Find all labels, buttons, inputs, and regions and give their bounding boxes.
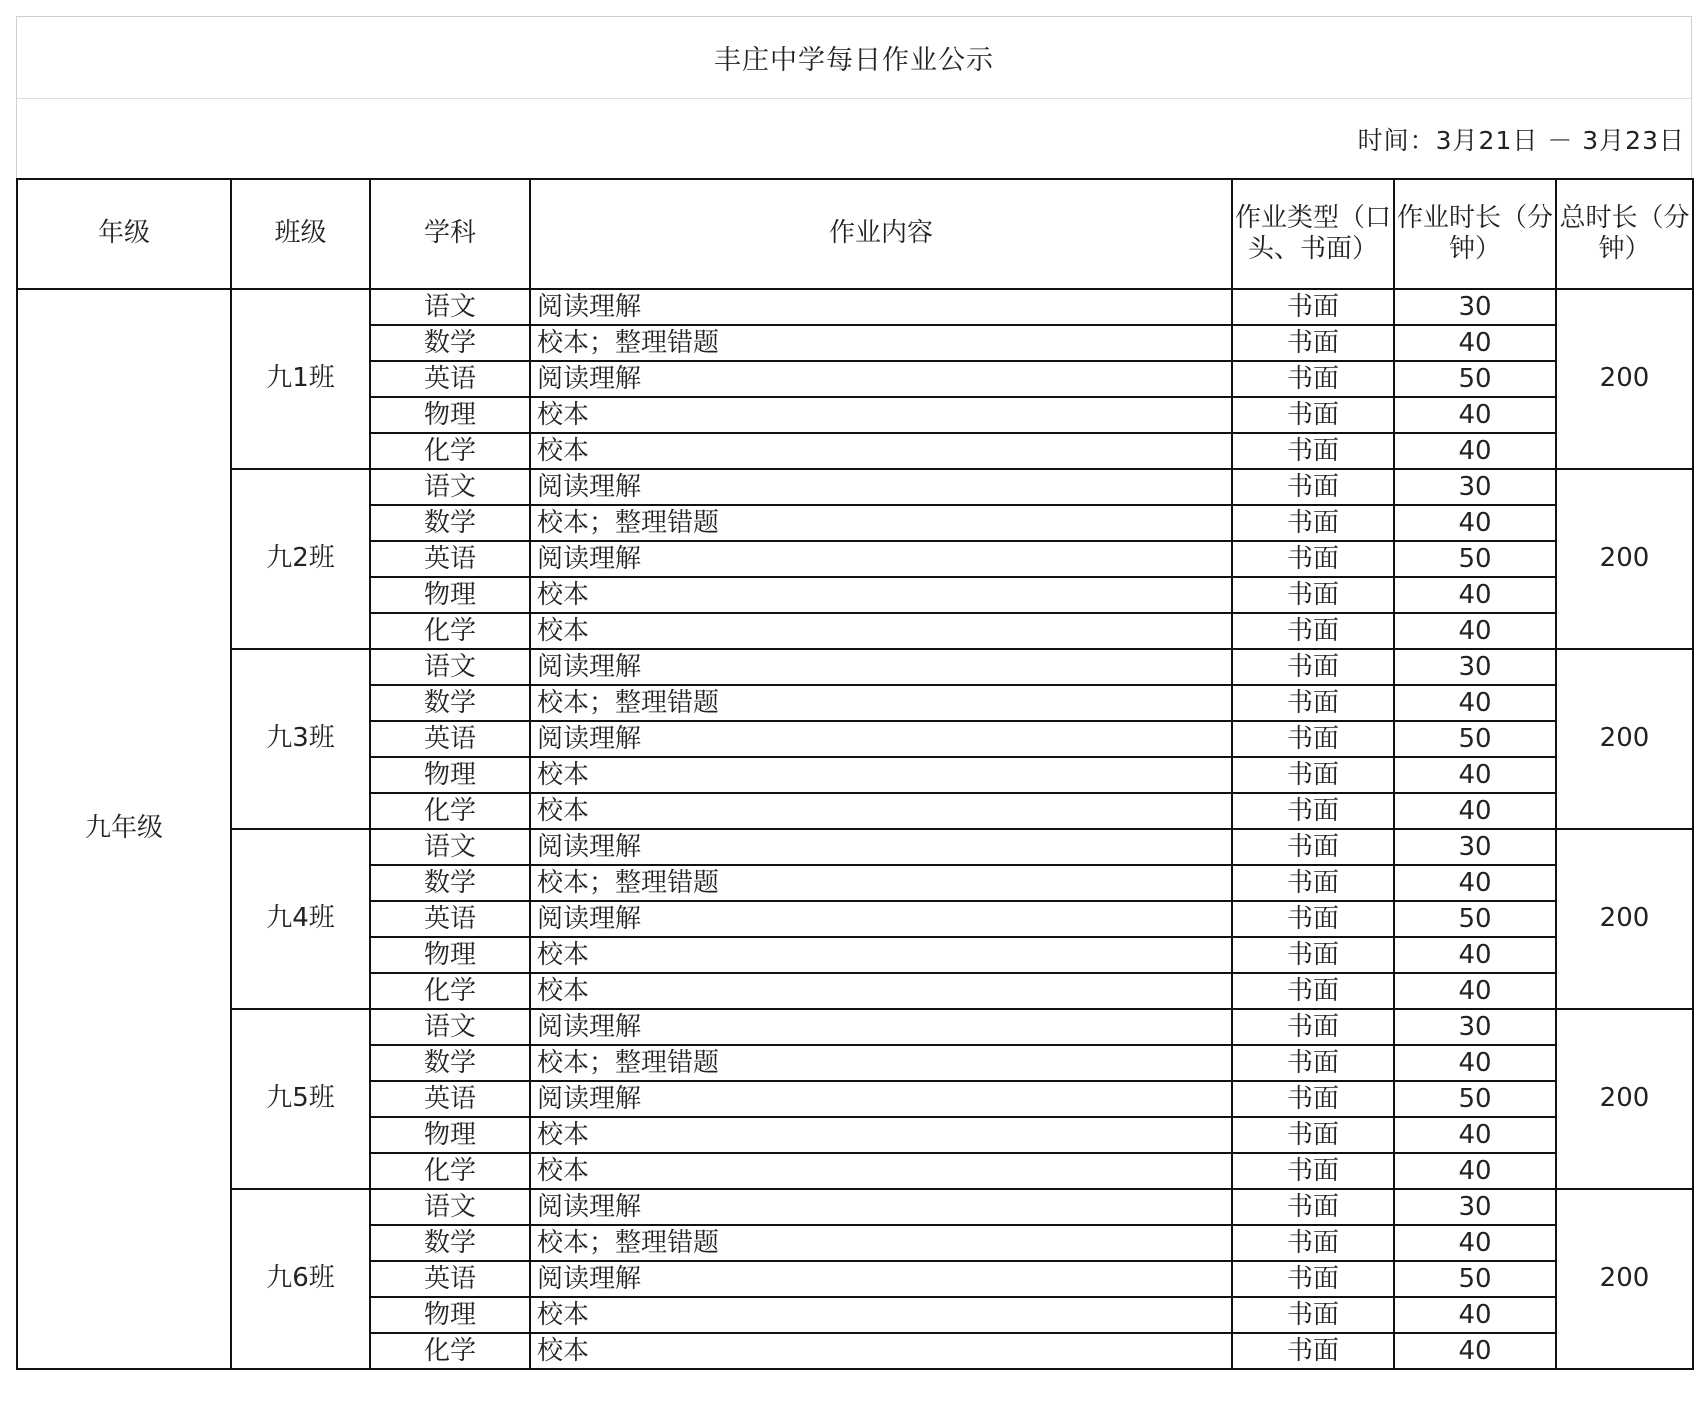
type-cell: 书面 <box>1232 757 1394 793</box>
duration-cell: 50 <box>1394 1261 1556 1297</box>
type-cell: 书面 <box>1232 361 1394 397</box>
type-cell: 书面 <box>1232 1081 1394 1117</box>
table-row <box>17 469 1693 505</box>
duration-cell: 40 <box>1394 973 1556 1009</box>
duration-cell: 40 <box>1394 793 1556 829</box>
content-cell: 阅读理解 <box>530 1081 1232 1117</box>
type-cell: 书面 <box>1232 1225 1394 1261</box>
duration-cell: 40 <box>1394 937 1556 973</box>
content-cell: 阅读理解 <box>530 361 1232 397</box>
content-cell: 校本 <box>530 937 1232 973</box>
subject-cell: 化学 <box>370 1153 530 1189</box>
table-row <box>17 829 1693 865</box>
header-class: 班级 <box>231 179 370 289</box>
duration-cell: 40 <box>1394 1153 1556 1189</box>
content-cell: 校本 <box>530 577 1232 613</box>
class-cell: 九1班 <box>231 289 370 469</box>
duration-cell: 30 <box>1394 289 1556 325</box>
type-cell: 书面 <box>1232 325 1394 361</box>
subject-cell: 语文 <box>370 649 530 685</box>
total-cell: 200 <box>1556 1009 1693 1189</box>
duration-cell: 30 <box>1394 829 1556 865</box>
content-cell: 阅读理解 <box>530 1189 1232 1225</box>
subject-cell: 英语 <box>370 541 530 577</box>
type-cell: 书面 <box>1232 397 1394 433</box>
subject-cell: 数学 <box>370 865 530 901</box>
subject-cell: 英语 <box>370 1261 530 1297</box>
type-cell: 书面 <box>1232 1297 1394 1333</box>
header-subject: 学科 <box>370 179 530 289</box>
content-cell: 校本 <box>530 433 1232 469</box>
header-total: 总时长（分钟） <box>1556 179 1693 289</box>
type-cell: 书面 <box>1232 505 1394 541</box>
subject-cell: 化学 <box>370 1333 530 1369</box>
content-cell: 校本；整理错题 <box>530 325 1232 361</box>
class-cell: 九4班 <box>231 829 370 1009</box>
content-cell: 阅读理解 <box>530 649 1232 685</box>
type-cell: 书面 <box>1232 793 1394 829</box>
type-cell: 书面 <box>1232 901 1394 937</box>
type-cell: 书面 <box>1232 721 1394 757</box>
subject-cell: 语文 <box>370 829 530 865</box>
class-cell: 九5班 <box>231 1009 370 1189</box>
subject-cell: 数学 <box>370 685 530 721</box>
duration-cell: 40 <box>1394 577 1556 613</box>
total-cell: 200 <box>1556 289 1693 469</box>
total-cell: 200 <box>1556 649 1693 829</box>
duration-cell: 40 <box>1394 757 1556 793</box>
duration-cell: 40 <box>1394 433 1556 469</box>
subject-cell: 语文 <box>370 1189 530 1225</box>
content-cell: 校本；整理错题 <box>530 685 1232 721</box>
homework-sheet <box>16 16 1692 1370</box>
content-cell: 阅读理解 <box>530 1261 1232 1297</box>
subject-cell: 物理 <box>370 937 530 973</box>
type-cell: 书面 <box>1232 1117 1394 1153</box>
type-cell: 书面 <box>1232 1009 1394 1045</box>
duration-cell: 40 <box>1394 397 1556 433</box>
duration-cell: 30 <box>1394 1189 1556 1225</box>
table-row <box>17 1009 1693 1045</box>
duration-cell: 50 <box>1394 1081 1556 1117</box>
subject-cell: 数学 <box>370 325 530 361</box>
header-content: 作业内容 <box>530 179 1232 289</box>
duration-cell: 30 <box>1394 469 1556 505</box>
content-cell: 校本 <box>530 397 1232 433</box>
class-cell: 九6班 <box>231 1189 370 1369</box>
content-cell: 阅读理解 <box>530 541 1232 577</box>
subject-cell: 物理 <box>370 577 530 613</box>
subject-cell: 语文 <box>370 469 530 505</box>
duration-cell: 40 <box>1394 1045 1556 1081</box>
type-cell: 书面 <box>1232 829 1394 865</box>
duration-cell: 30 <box>1394 649 1556 685</box>
content-cell: 阅读理解 <box>530 829 1232 865</box>
content-cell: 校本 <box>530 1117 1232 1153</box>
type-cell: 书面 <box>1232 1153 1394 1189</box>
subject-cell: 物理 <box>370 757 530 793</box>
type-cell: 书面 <box>1232 937 1394 973</box>
subject-cell: 语文 <box>370 289 530 325</box>
header-grade: 年级 <box>17 179 231 289</box>
subject-cell: 物理 <box>370 1297 530 1333</box>
type-cell: 书面 <box>1232 613 1394 649</box>
subject-cell: 化学 <box>370 793 530 829</box>
type-cell: 书面 <box>1232 289 1394 325</box>
type-cell: 书面 <box>1232 649 1394 685</box>
subject-cell: 物理 <box>370 397 530 433</box>
content-cell: 阅读理解 <box>530 289 1232 325</box>
duration-cell: 40 <box>1394 1297 1556 1333</box>
duration-cell: 50 <box>1394 541 1556 577</box>
type-cell: 书面 <box>1232 1045 1394 1081</box>
type-cell: 书面 <box>1232 433 1394 469</box>
total-cell: 200 <box>1556 1189 1693 1369</box>
duration-cell: 40 <box>1394 505 1556 541</box>
subject-cell: 化学 <box>370 433 530 469</box>
subject-cell: 化学 <box>370 973 530 1009</box>
table-row <box>17 289 1693 325</box>
content-cell: 阅读理解 <box>530 1009 1232 1045</box>
duration-cell: 50 <box>1394 721 1556 757</box>
date-range: 时间：3月21日 － 3月23日 <box>16 98 1692 178</box>
content-cell: 阅读理解 <box>530 721 1232 757</box>
type-cell: 书面 <box>1232 469 1394 505</box>
total-cell: 200 <box>1556 829 1693 1009</box>
content-cell: 校本；整理错题 <box>530 1225 1232 1261</box>
table-header-row <box>17 179 1693 289</box>
duration-cell: 50 <box>1394 361 1556 397</box>
table-row <box>17 1189 1693 1225</box>
total-cell: 200 <box>1556 469 1693 649</box>
type-cell: 书面 <box>1232 1333 1394 1369</box>
subject-cell: 数学 <box>370 505 530 541</box>
content-cell: 校本 <box>530 1297 1232 1333</box>
grade-cell: 九年级 <box>17 289 231 1369</box>
type-cell: 书面 <box>1232 973 1394 1009</box>
duration-cell: 40 <box>1394 613 1556 649</box>
content-cell: 校本；整理错题 <box>530 865 1232 901</box>
type-cell: 书面 <box>1232 865 1394 901</box>
type-cell: 书面 <box>1232 1189 1394 1225</box>
page-title: 丰庄中学每日作业公示 <box>16 16 1692 98</box>
class-cell: 九2班 <box>231 469 370 649</box>
table-row <box>17 649 1693 685</box>
content-cell: 校本 <box>530 793 1232 829</box>
table-body <box>17 289 1693 1369</box>
type-cell: 书面 <box>1232 685 1394 721</box>
subject-cell: 语文 <box>370 1009 530 1045</box>
content-cell: 阅读理解 <box>530 469 1232 505</box>
content-cell: 校本；整理错题 <box>530 1045 1232 1081</box>
subject-cell: 数学 <box>370 1225 530 1261</box>
type-cell: 书面 <box>1232 1261 1394 1297</box>
duration-cell: 40 <box>1394 865 1556 901</box>
subject-cell: 化学 <box>370 613 530 649</box>
content-cell: 阅读理解 <box>530 901 1232 937</box>
duration-cell: 40 <box>1394 1117 1556 1153</box>
content-cell: 校本 <box>530 1333 1232 1369</box>
duration-cell: 30 <box>1394 1009 1556 1045</box>
subject-cell: 数学 <box>370 1045 530 1081</box>
homework-table <box>16 178 1694 1370</box>
content-cell: 校本 <box>530 613 1232 649</box>
header-duration: 作业时长（分钟） <box>1394 179 1556 289</box>
content-cell: 校本；整理错题 <box>530 505 1232 541</box>
duration-cell: 40 <box>1394 685 1556 721</box>
duration-cell: 50 <box>1394 901 1556 937</box>
subject-cell: 英语 <box>370 1081 530 1117</box>
subject-cell: 英语 <box>370 361 530 397</box>
content-cell: 校本 <box>530 1153 1232 1189</box>
subject-cell: 英语 <box>370 901 530 937</box>
class-cell: 九3班 <box>231 649 370 829</box>
type-cell: 书面 <box>1232 577 1394 613</box>
content-cell: 校本 <box>530 973 1232 1009</box>
duration-cell: 40 <box>1394 325 1556 361</box>
duration-cell: 40 <box>1394 1225 1556 1261</box>
subject-cell: 英语 <box>370 721 530 757</box>
type-cell: 书面 <box>1232 541 1394 577</box>
duration-cell: 40 <box>1394 1333 1556 1369</box>
header-type: 作业类型（口头、书面） <box>1232 179 1394 289</box>
content-cell: 校本 <box>530 757 1232 793</box>
subject-cell: 物理 <box>370 1117 530 1153</box>
